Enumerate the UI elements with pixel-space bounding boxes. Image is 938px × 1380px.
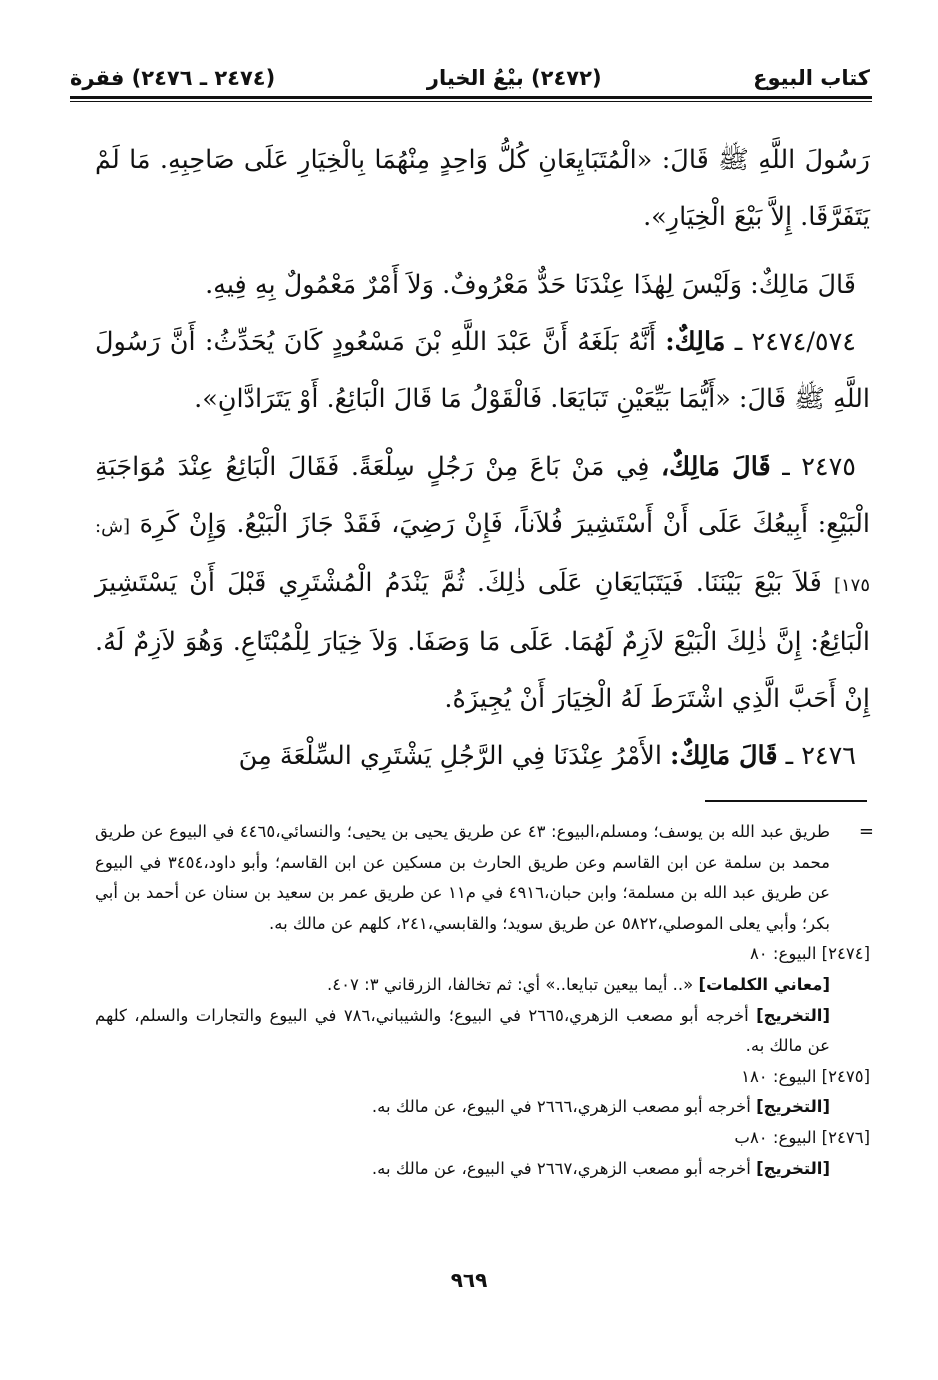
- footnote-ref-2476: [٢٤٧٦] البيوع: ٨٠ب: [734, 1127, 870, 1147]
- paragraph-text: فِي مَنْ بَاعَ مِنْ رَجُلٍ سِلْعَةً. فَقَالَ الْبَائِعُ عِنْدَ مُوَاجَبَةِ الْبَيْعِ: أَبِيعُكَ عَلَى أَنْ أَسْتَشِيرَ فُلاَناً، فَإِنْ رَضِيَ، فَقَدْ جَازَ الْبَيْعُ. وَإِنْ كَرِهَ: [95, 452, 870, 539]
- header-book-title: كتاب البيوع: [753, 66, 870, 90]
- running-header: [70, 58, 870, 98]
- footnotes: [95, 817, 874, 1184]
- footnote-takhrij: [التخريج] أخرجه أبو مصعب الزهري،٢٦٦٦ في البيوع، عن مالك به.: [371, 1097, 830, 1117]
- meaning-label: [معاني الكلمات]: [698, 974, 830, 994]
- paragraph-number: ٢٤٧٥ ـ: [782, 452, 856, 482]
- paragraph-number: ٢٤٧٤/٥٧٤ ـ: [734, 327, 856, 357]
- paragraph-malik-comment: قَالَ مَالِكٌ: وَلَيْسَ لِهٰذَا عِنْدَنَا حَدٌّ مَعْرُوفٌ. وَلاَ أَمْرٌ مَعْمُولٌ بِهِ فِيهِ.: [205, 270, 856, 300]
- footnote-separator: [705, 800, 867, 802]
- paragraph-text: أَنَّهُ بَلَغَهُ أَنَّ عَبْدَ اللَّهِ بْنَ مَسْعُودٍ كَانَ يُحَدِّثُ: أَنَّ رَسُولَ اللَّهِ ﷺ قَالَ: «أَيُّمَا بَيِّعَيْنِ تَبَايَعَا. فَالْقَوْلُ مَا قَالَ الْبَائِعُ. أَوْ يَتَرَادَّانِ».: [95, 327, 870, 414]
- takhrij-label: [التخريج]: [756, 1097, 830, 1117]
- paragraph-2475: [95, 439, 870, 728]
- takhrij-label: [التخريج]: [756, 1005, 830, 1025]
- paragraph-number: ٢٤٧٦ ـ: [785, 741, 856, 771]
- narrator-name: قَالَ مَالِكٌ،: [660, 452, 771, 482]
- page-number: ٩٦٩: [450, 1268, 488, 1292]
- paragraph-2474: [95, 314, 870, 428]
- footnote-ref-2475: [٢٤٧٥] البيوع: ١٨٠: [741, 1066, 870, 1086]
- narrator-name: قَالَ مَالِكٌ:: [670, 741, 778, 771]
- paragraph-text: الأَمْرُ عِنْدَنَا فِي الرَّجُلِ يَشْتَرِي السِّلْعَةَ مِنَ: [238, 741, 662, 771]
- takhrij-label: [التخريج]: [756, 1158, 830, 1178]
- paragraph-hadith-end: رَسُولَ اللَّهِ ﷺ قَالَ: «الْمُتَبَايِعَانِ كُلُّ وَاحِدٍ مِنْهُمَا بِالْخِيَارِ عَلَى صَاحِبِهِ. مَا لَمْ يَتَفَرَّقَا. إِلاَّ بَيْعَ الْخِيَارِ».: [95, 145, 870, 232]
- footnote-continuation: [95, 817, 874, 939]
- footnote-meaning: [معاني الكلمات] «.. أيما بيعين تبايعا..» أي: ثم تخالفا، الزرقاني ٣: ٤٠٧.: [327, 974, 830, 994]
- main-text: [95, 132, 870, 785]
- header-paragraph-range: (٢٤٧٤ ـ ٢٤٧٦) فقرة: [70, 66, 276, 90]
- paragraph-2476: [95, 728, 870, 785]
- header-chapter-title: (٢٤٧٢) بيْعُ الخيار: [426, 66, 602, 90]
- paragraph-text: فَلاَ بَيْعَ بَيْنَنَا. فَيَتَبَايَعَانِ عَلَى ذٰلِكَ. ثُمَّ يَنْدَمُ الْمُشْتَرِي قَبْلَ أَنْ يَسْتَشِيرَ الْبَائِعُ: إِنَّ ذٰلِكَ الْبَيْعَ لاَزِمٌ لَهُمَا. عَلَى مَا وَصَفَا. وَلاَ خِيَارَ لِلْمُبْتَاعِ. وَهُوَ لاَزِمٌ لَهُ. إِنْ أَحَبَّ الَّذِي اشْتَرَطَ لَهُ الْخِيَارَ أَنْ يُجِيزَهُ.: [95, 568, 870, 714]
- footnote-takhrij: [التخريج] أخرجه أبو مصعب الزهري،٢٦٦٧ في البيوع، عن مالك به.: [371, 1158, 830, 1178]
- footnote-ref-2474: [٢٤٧٤] البيوع: ٨٠: [749, 944, 870, 964]
- continuation-marker: =: [858, 821, 874, 842]
- source-page-reference: [ش: ١٧٥]: [95, 516, 870, 596]
- narrator-name: مَالِكٌ:: [665, 327, 726, 357]
- footnote-takhrij: [التخريج] أخرجه أبو مصعب الزهري،٢٦٦٥ في البيوع؛ والشيباني،٧٨٦ في البيوع والتجارات والسلم، كلهم عن مالك به.: [95, 1005, 830, 1056]
- footnote-continuation-text: طريق عبد الله بن يوسف؛ ومسلم،البيوع: ٤٣ عن طريق يحيى بن يحيى؛ والنسائي،٤٤٦٥ في البيوع عن طريق محمد بن سلمة عن ابن القاسم وعن طريق الحارث بن مسكين عن ابن القاسم؛ وأبو داود،٣٤٥٤ في البيوع عن طريق عبد الله بن مسلمة؛ وابن حبان،٤٩١٦ في م١١ عن طريق عمر بن سعيد بن سنان عن أحمد بن أبي بكر؛ وأبي يعلى الموصلي،٥٨٢٢ عن طريق سويد؛ والقابسي،٢٤١، كلهم عن مالك به.: [95, 822, 830, 933]
- header-rule: [70, 96, 872, 102]
